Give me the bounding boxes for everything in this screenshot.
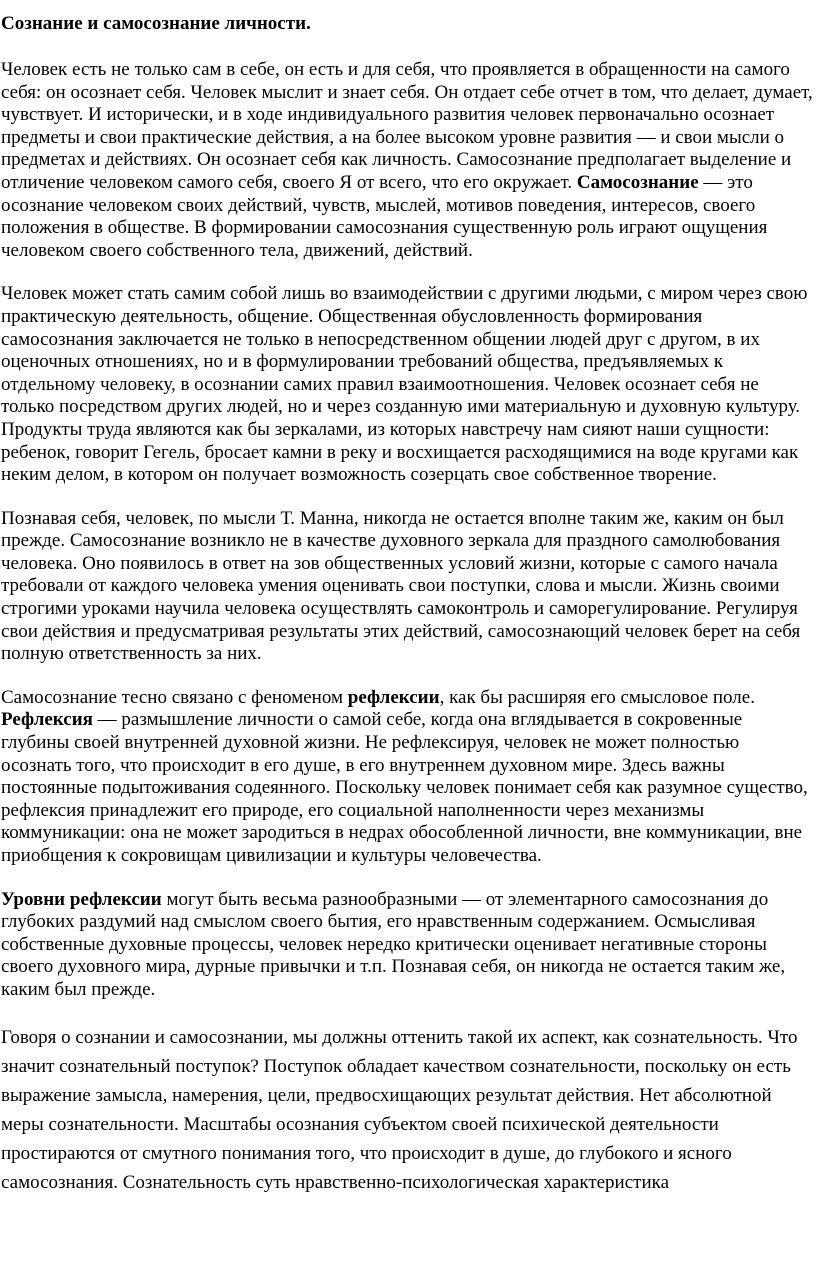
paragraph-consciousness: Говоря о сознании и самосознании, мы должны оттенить такой их аспект, как сознательность. Что значит сознательный поступок? Поступок обладает качеством сознательности, поскольку он есть выражение замысла, намерения, цели, предвосхищающих результат действия. Нет абсолютной меры сознательности. Масштабы осознания субъектом своей психической деятельности простираются от смутного понимания того, что происходит в душе, до глубокого и ясного самосознания. Сознательность суть нравственно-психологическая характеристика bbox=[1, 1026, 798, 1193]
paragraph-text: — размышление личности о самой себе, когда она вглядывается в сокровенные глубины своей внутренней духовной жизни. Не рефлексируя, человек не может полностью осознать того, что происходит в его душе, в его внутреннем духовном мире. Здесь важны постоянные подытоживания содеянного. Поскольку человек понимает себя как разумное существо, рефлексия принадлежит его природе, его социальной наполненности через механизмы коммуникации: она не может зародиться в недрах обособленной личности, вне коммуникации, вне приобщения к сокровищам цивилизации и культуры человечества. bbox=[1, 709, 808, 866]
paragraph-social-interaction: Человек может стать самим собой лишь во взаимодействии с другими людьми, с миром через свою практическую деятельность, общение. Общественная обусловленность формирования самосознания заключается не только в непосредственном общении людей друг с другом, в их оценочных отношениях, но и в формулировании требований общества, предъявляемых к отдельному человеку, в осознании самих правил взаимоотношения. Человек осознает себя не только посредством других людей, но и через созданную ими материальную и духовную культуру. Продукты труда являются как бы зеркалами, из которых навстречу нам сияют наши сущности: ребенок, говорит Гегель, бросает камни в реку и восхищается расходящимися на воде кругами как неким делом, в котором он получает возможность созерцать свое собственное творение. bbox=[1, 283, 808, 486]
paragraph-text: — это осознание человеком своих действий, чувств, мыслей, мотивов поведения, интересов, своего положения в обществе. В формировании самосознания существенную роль играют ощущения человеком своего собственного тела, движений, действий. bbox=[1, 171, 768, 261]
paragraph-text: Человек есть не только сам в себе, он есть и для себя, что проявляется в обращенности на самого себя: он осознает себя. Человек мыслит и знает себя. Он отдает себе отчет в том, что делает, думает, чувствует. И исторически, и в ходе индивидуального развития человек первоначально осознает предметы и свои практические действия, а на более высоком уровне развития — и свои мысли о предметах и действиях. Он осознает себя как личность. Самосознание предполагает выделение и отличение человеком самого себя, своего Я от всего, что его окружает. bbox=[1, 59, 813, 193]
paragraph-reflection bbox=[1, 687, 814, 868]
bold-term-reflection-levels: Уровни рефлексии bbox=[1, 888, 162, 910]
bold-term-reflection-definition: Рефлексия bbox=[1, 709, 93, 731]
paragraph-reflection-levels bbox=[1, 889, 814, 1002]
paragraph-text: , как бы расширяя его смысловое поле. bbox=[439, 686, 755, 708]
paragraph-text: могут быть весьма разнообразными — от элементарного самосознания до глубоких раздумий над смыслом своего бытия, его нравственным содержанием. Осмысливая собственные духовные процессы, человек нередко критически оценивает негативные стороны своего духовного мира, дурные привычки и т.п. Познавая себя, он никогда не остается таким же, каким был прежде. bbox=[1, 888, 786, 1000]
paragraph-text: Самосознание тесно связано с феноменом bbox=[1, 686, 348, 708]
paragraph-self-knowledge: Познавая себя, человек, по мысли Т. Манна, никогда не остается вполне таким же, каким он был прежде. Самосознание возникло не в качестве духовного зеркала для праздного самолюбования человека. Оно появилось в ответ на зов общественных условий жизни, которые с самого начала требовали от каждого человека умения оценивать свои поступки, слова и мысли. Жизнь своими строгими уроками научила человека осуществлять самоконтроль и саморегулирование. Регулируя свои действия и предусматривая результаты этих действий, самосознающий человек берет на себя полную ответственность за них. bbox=[1, 507, 801, 665]
paragraph-self-awareness-intro bbox=[1, 59, 814, 262]
bold-term-reflection: рефлексии bbox=[347, 686, 440, 708]
bold-term-self-awareness: Самосознание bbox=[576, 171, 699, 193]
document-title: Сознание и самосознание личности. bbox=[1, 13, 311, 34]
